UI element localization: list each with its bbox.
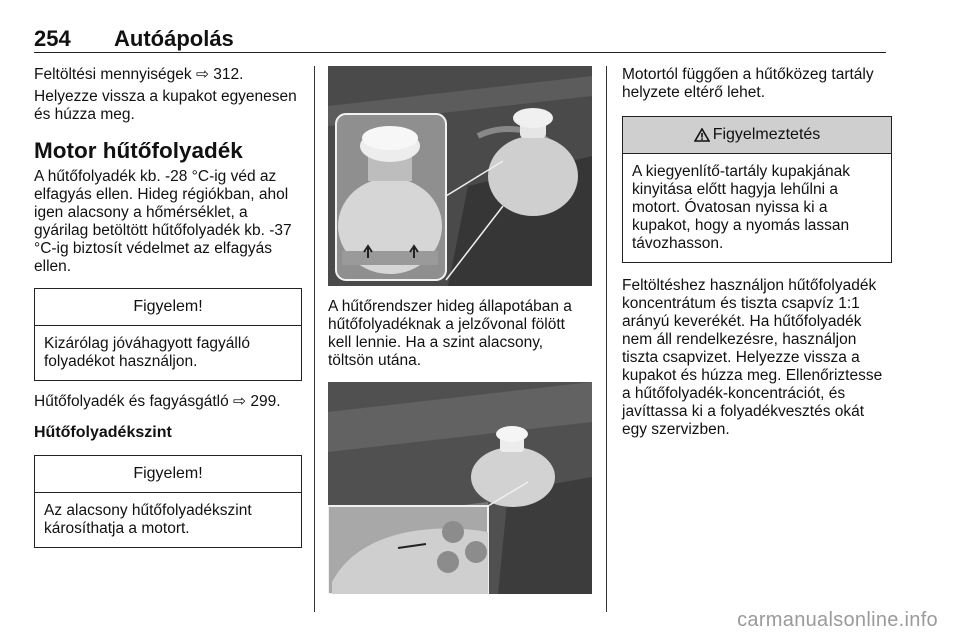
warning-title: Figyelmeztetés — [712, 126, 821, 143]
coolant-level-caption: A hűtőrendszer hideg állapotában a hűtőfolyadéknak a jelzővonal fölött kell lennie. Ha a szint alacsony, töltsön utána. — [328, 298, 572, 369]
watermark: carmanualsonline.info — [737, 609, 938, 631]
coolant-reservoir-illustration — [328, 66, 592, 286]
notice-title: Figyelem! — [35, 289, 301, 326]
capacities-reference: Feltöltési mennyiségek ⇨ 312. — [34, 66, 244, 83]
page-header — [34, 22, 886, 53]
warning-triangle-icon — [694, 128, 710, 142]
page-number: 254 — [34, 26, 71, 51]
coolant-intro: A hűtőfolyadék kb. -28 °C-ig véd az elfagyás ellen. Hideg régiókban, ahol igen alacsony a hőmérséklet, a gyárilag betöltött hűtőfolyadék kb. -37 °C-ig biztosít védelmet az elfagyás ellen. — [34, 168, 292, 275]
tank-position-text: Motortól függően a hűtőközeg tartály helyzete eltérő lehet. — [622, 66, 874, 101]
subsection-title: Hűtőfolyadékszint — [34, 424, 172, 441]
engine-bay-reservoir-illustration — [328, 382, 592, 594]
warning-box — [622, 116, 892, 263]
column-middle — [328, 66, 592, 594]
section-title: Motor hűtőfolyadék — [34, 138, 243, 163]
column-right — [622, 66, 892, 439]
notice-box-approved-antifreeze — [34, 288, 302, 381]
column-left — [34, 66, 302, 548]
replace-cap-text: Helyezze vissza a kupakot egyenesen és húzza meg. — [34, 88, 297, 123]
antifreeze-reference: Hűtőfolyadék és fagyásgátló ⇨ 299. — [34, 393, 281, 410]
notice-body: Kizárólag jóváhagyott fagyálló folyadékot használjon. — [44, 335, 250, 370]
notice-body: Az alacsony hűtőfolyadékszint károsíthatja a motort. — [44, 502, 252, 537]
warning-body: A kiegyenlítő-tartály kupakjának kinyitása előtt hagyja lehűlni a motort. Óvatosan nyissa ki a kupakot, hogy a nyomás lassan távozhasson. — [632, 163, 850, 252]
column-divider — [606, 66, 607, 612]
page-title: Autóápolás — [114, 26, 234, 51]
notice-box-low-level — [34, 455, 302, 548]
column-divider — [314, 66, 315, 612]
fill-instructions: Feltöltéshez használjon hűtőfolyadék koncentrátum és tiszta csapvíz 1:1 arányú keverékét. Ha hűtőfolyadék nem áll rendelkezésre, használjon tiszta csapvizet. Helyezze vissza a kupakot és húzza meg. Ellenőriztesse a hűtőfolyadék-koncentrációt, és javíttassa ki a folyadékvesztés okát egy szervizben. — [622, 277, 883, 438]
notice-title: Figyelem! — [35, 456, 301, 493]
warning-header — [623, 117, 891, 154]
